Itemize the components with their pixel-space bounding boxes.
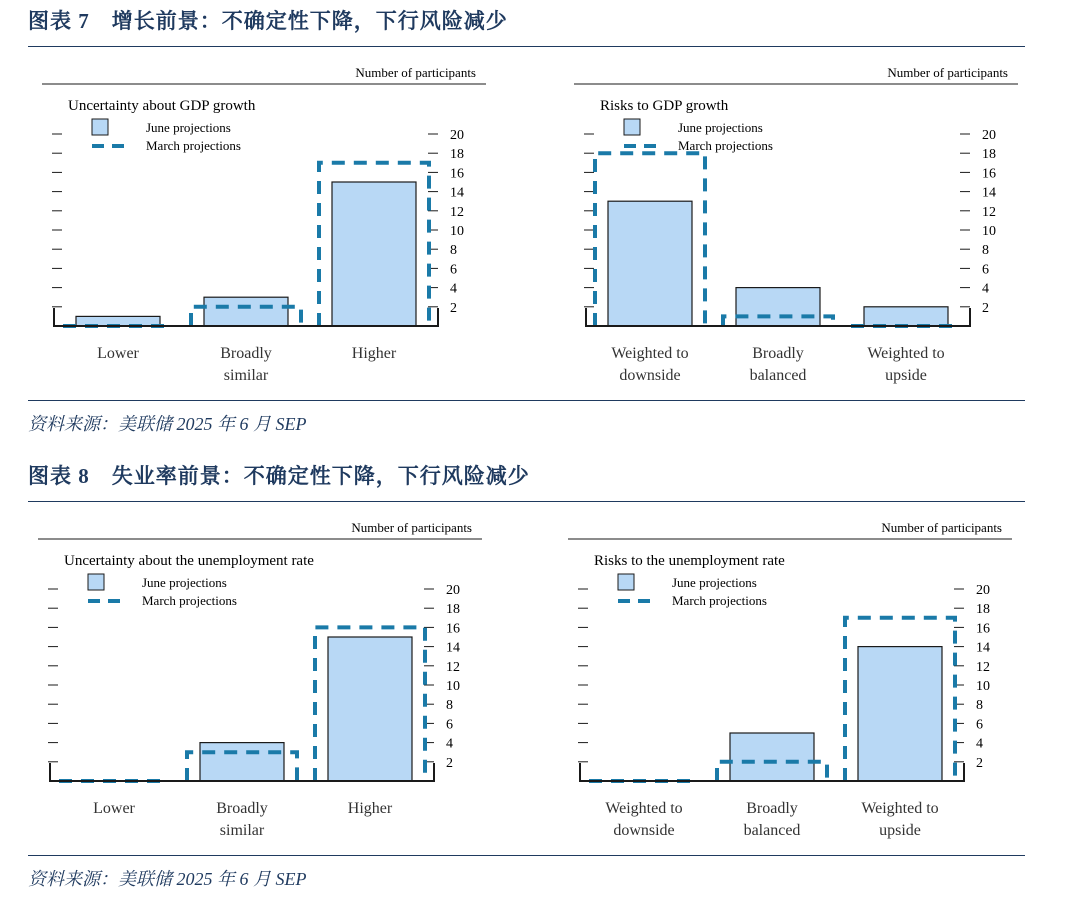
figure-7-top-rule [28,46,1025,47]
chart-unemployment-uncertainty-svg [32,510,532,860]
y-tick-label: 10 [976,679,990,694]
y-tick-label: 8 [446,698,453,714]
chart-title: Risks to GDP growth [600,98,729,114]
y-tick-label: 6 [976,717,983,733]
legend-june-swatch [624,119,640,135]
x-category-label-line: balanced [743,822,801,839]
x-category-label-line: similar [219,822,265,839]
x-category-label [220,345,272,384]
y-tick-label: 4 [450,281,457,297]
x-category-label [93,800,135,817]
y-tick-label: 8 [976,698,983,714]
y-tick-label: 14 [446,640,460,656]
x-category-label [348,800,393,817]
chart-unemployment-risks [562,510,1062,860]
x-category-label-line: Lower [97,345,139,362]
legend-june-label: June projections [146,120,231,135]
chart-gdp-risks [568,55,1068,405]
y-tick-label: 2 [446,755,453,771]
y-tick-label: 20 [982,128,996,143]
bar-june [200,743,284,781]
y-tick-label: 20 [976,583,990,598]
y-tick-label: 4 [982,281,989,297]
chart-gdp-uncertainty [36,55,536,405]
x-category-label [216,800,268,839]
x-category-label-line: Lower [93,800,135,817]
x-category-label-line: Weighted to [611,345,689,362]
y-tick-label: 6 [450,262,457,278]
x-category-label-line: downside [619,367,681,384]
x-category-label [861,800,938,839]
x-category-label-line: upside [879,822,921,839]
y-tick-label: 14 [450,185,464,201]
legend-june-swatch [88,574,104,590]
y-tick-label: 16 [446,621,460,637]
y-tick-label: 8 [450,243,457,259]
y-tick-label: 18 [976,602,990,618]
figure-8-source: 资料来源：美联储 2025 年 6 月 SEP [28,869,307,889]
x-category-label [744,800,801,839]
figure-8-title: 图表 8 失业率前景：不确定性下降，下行风险减少 [28,464,530,488]
x-category-label [605,800,682,839]
figure-7-bottom-rule [28,400,1025,401]
y-axis-title: Number of participants [355,65,476,80]
chart-gdp-risks-svg [568,55,1068,405]
legend-march-label: March projections [142,593,237,608]
y-tick-label: 10 [450,224,464,239]
chart-title: Uncertainty about the unemployment rate [64,553,314,569]
bar-june [730,733,814,781]
x-category-label-line: Broadly [220,345,272,362]
x-category-label-line: Weighted to [867,345,945,362]
x-category-label-line: Weighted to [605,800,683,817]
chart-unemployment-uncertainty [32,510,532,860]
bar-june [858,647,942,781]
chart-title: Risks to the unemployment rate [594,553,785,569]
figure-7-title: 图表 7 增长前景：不确定性下降，下行风险减少 [28,9,508,33]
y-tick-label: 18 [446,602,460,618]
x-category-label-line: upside [885,367,927,384]
x-category-label [867,345,944,384]
bar-june [608,201,692,326]
x-category-label [611,345,688,384]
bar-june [332,182,416,326]
x-category-label-line: Higher [351,345,397,362]
x-category-label-line: Broadly [216,800,268,817]
y-axis-title: Number of participants [887,65,1008,80]
y-tick-label: 16 [982,166,996,182]
y-axis-title: Number of participants [881,520,1002,535]
y-tick-label: 18 [450,147,464,163]
legend-march-label: March projections [678,138,773,153]
figure-8-bottom-rule [28,855,1025,856]
legend-june-label: June projections [142,575,227,590]
y-tick-label: 12 [976,659,990,675]
y-tick-label: 14 [976,640,990,656]
legend-june-label: June projections [678,120,763,135]
y-tick-label: 10 [982,224,996,239]
chart-unemployment-risks-svg [562,510,1062,860]
x-category-label-line: similar [223,367,269,384]
x-category-label-line: Broadly [752,345,804,362]
bar-june [328,637,412,781]
y-tick-label: 18 [982,147,996,163]
x-category-label-line: Higher [347,800,393,817]
bar-june [736,288,820,326]
x-category-label-line: Broadly [746,800,798,817]
x-category-label-line: downside [613,822,675,839]
y-tick-label: 4 [446,736,453,752]
y-tick-label: 2 [976,755,983,771]
y-tick-label: 12 [982,204,996,220]
y-tick-label: 16 [450,166,464,182]
figure-8-top-rule [28,501,1025,502]
y-tick-label: 6 [446,717,453,733]
figure-7-source: 资料来源：美联储 2025 年 6 月 SEP [28,414,307,434]
x-category-label [352,345,397,362]
legend-june-label: June projections [672,575,757,590]
y-tick-label: 16 [976,621,990,637]
x-category-label-line: balanced [749,367,807,384]
y-axis-title: Number of participants [351,520,472,535]
x-category-label-line: Weighted to [861,800,939,817]
y-tick-label: 2 [982,300,989,316]
x-category-label [97,345,139,362]
bar-june [864,307,948,326]
legend-march-label: March projections [146,138,241,153]
bar-june [204,297,288,326]
y-tick-label: 10 [446,679,460,694]
legend-june-swatch [618,574,634,590]
chart-gdp-uncertainty-svg [36,55,536,405]
x-category-label [750,345,807,384]
legend-march-label: March projections [672,593,767,608]
y-tick-label: 20 [446,583,460,598]
y-tick-label: 14 [982,185,996,201]
y-tick-label: 6 [982,262,989,278]
legend-june-swatch [92,119,108,135]
y-tick-label: 4 [976,736,983,752]
chart-title: Uncertainty about GDP growth [68,98,256,114]
y-tick-label: 12 [446,659,460,675]
y-tick-label: 2 [450,300,457,316]
y-tick-label: 12 [450,204,464,220]
y-tick-label: 8 [982,243,989,259]
y-tick-label: 20 [450,128,464,143]
